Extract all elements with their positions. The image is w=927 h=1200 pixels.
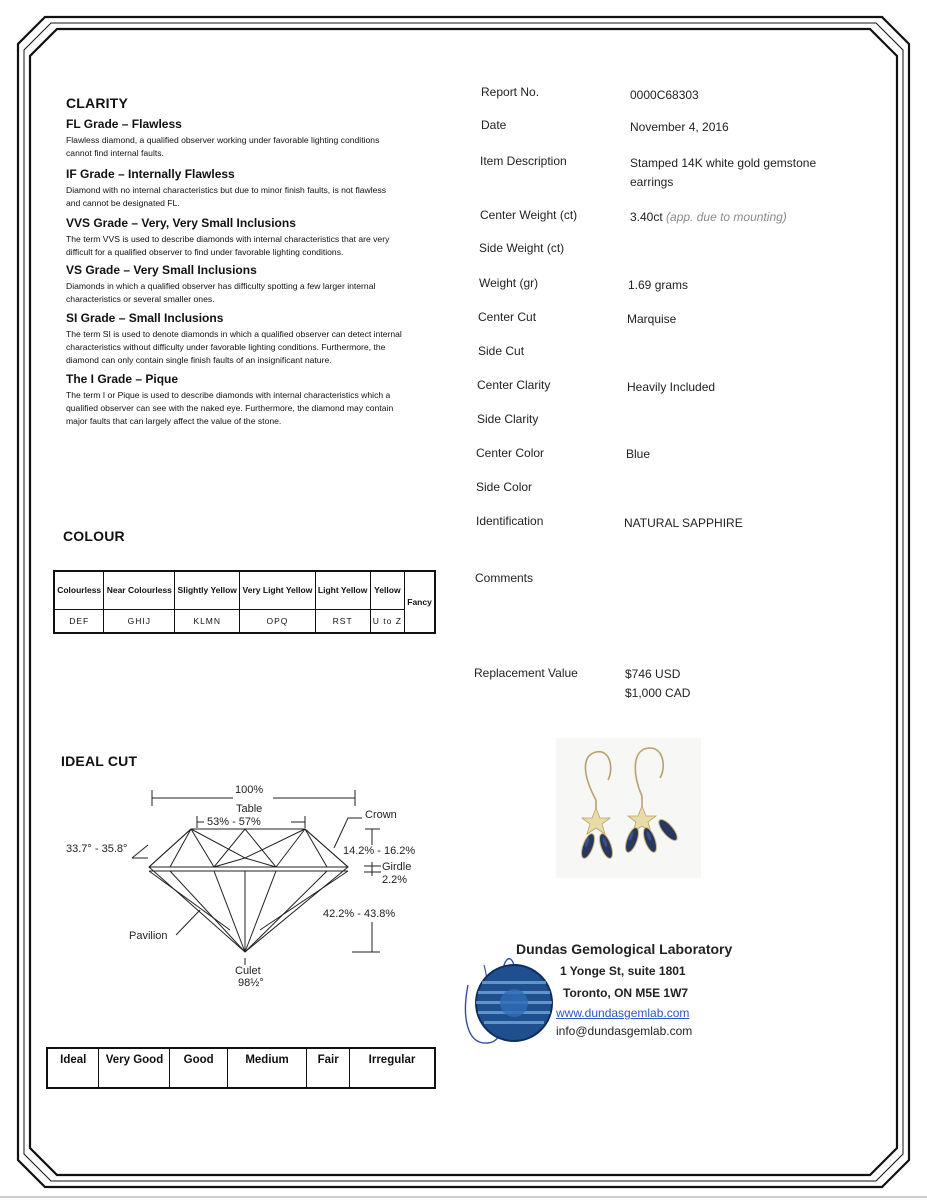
field-label-center-cut: Center Cut <box>478 310 537 324</box>
field-value-center-cut: Marquise <box>627 312 677 326</box>
cut-grade: Irregular <box>350 1048 436 1088</box>
clarity-heading: CLARITY <box>66 95 129 111</box>
field-value-weight: 1.69 grams <box>628 278 689 292</box>
field-label-weight: Weight (gr) <box>479 276 539 290</box>
crown-angle: 33.7° - 35.8° <box>66 843 128 855</box>
lab-name: Dundas Gemological Laboratory <box>516 941 733 957</box>
colour-col-label: Fancy <box>405 571 435 633</box>
colour-col-label: Very Light Yellow <box>240 571 315 610</box>
field-value-identification: NATURAL SAPPHIRE <box>624 516 743 530</box>
cut-grade: Fair <box>307 1048 350 1088</box>
colour-col-label: Yellow <box>370 571 404 610</box>
lab-email: info@dundasgemlab.com <box>556 1024 693 1038</box>
lab-address-1: 1 Yonge St, suite 1801 <box>560 964 686 978</box>
lab-address-2: Toronto, ON M5E 1W7 <box>563 986 689 1000</box>
grade-desc-line: major faults that can largely affect the value of the stone. <box>66 416 282 426</box>
colour-col-code: KLMN <box>175 610 240 634</box>
grade-desc-line: The term SI is used to denote diamonds in which a qualified observer can detect internal <box>66 329 402 339</box>
field-value-item-description: Stamped 14K white gold gemstone earrings <box>630 156 817 189</box>
grade-desc-line: characteristics without difficulty under favorable lighting conditions. Furthermore, the <box>66 342 386 352</box>
grade-desc-line: The term I or Pique is used to describe diamonds with internal characteristics which a <box>66 390 391 400</box>
earrings-photo <box>556 738 701 878</box>
field-note-center-weight: (app. due to mounting) <box>666 210 787 224</box>
cut-grade: Medium <box>227 1048 306 1088</box>
grade-desc-line: diamond can only contain single finish faults of an insignificant nature. <box>66 355 332 365</box>
colour-col-label: Light Yellow <box>315 571 370 610</box>
pavilion-label: Pavilion <box>129 930 168 942</box>
hologram-seal-and-signature <box>458 945 568 1065</box>
grade-title: IF Grade – Internally Flawless <box>66 167 235 181</box>
crown-height: 14.2% - 16.2% <box>343 845 416 857</box>
colour-col-label: Colourless <box>54 571 104 610</box>
grade-desc-line: Flawless diamond, a qualified observer working under favorable lighting conditions <box>66 135 380 145</box>
colour-col-code: U to Z <box>370 610 404 634</box>
width-label: 100% <box>235 784 264 796</box>
field-value-report-no: 0000C68303 <box>630 88 699 102</box>
grade-title: FL Grade – Flawless <box>66 117 182 131</box>
table-range: 53% - 57% <box>207 816 261 828</box>
field-label-replacement-value: Replacement Value <box>474 666 578 680</box>
field-label-side-weight: Side Weight (ct) <box>479 241 565 255</box>
grade-desc-line: The term VVS is used to describe diamonds with internal characteristics that are very <box>66 234 390 244</box>
field-label-side-color: Side Color <box>476 480 533 494</box>
cut-grade-table <box>46 1047 436 1089</box>
grade-title: SI Grade – Small Inclusions <box>66 311 224 325</box>
ideal-cut-heading: IDEAL CUT <box>61 753 138 769</box>
field-label-side-clarity: Side Clarity <box>477 412 539 426</box>
field-value-replacement-cad: $1,000 CAD <box>625 686 691 700</box>
grade-desc-line: cannot find internal faults. <box>66 148 164 158</box>
cut-grade: Ideal <box>47 1048 99 1088</box>
field-label-item-description: Item Description <box>480 154 567 168</box>
colour-col-code: OPQ <box>240 610 315 634</box>
field-value-center-weight: 3.40ct <box>630 210 663 224</box>
colour-col-code: RST <box>315 610 370 634</box>
lab-website-link[interactable]: www.dundasgemlab.com <box>556 1006 690 1020</box>
field-value-replacement-usd: $746 USD <box>625 667 681 681</box>
field-label-comments: Comments <box>475 571 534 585</box>
grade-desc-line: and cannot be designated FL. <box>66 198 180 208</box>
crown-label: Crown <box>365 809 397 821</box>
grade-title: VVS Grade – Very, Very Small Inclusions <box>66 216 296 230</box>
grade-desc-line: qualified observer can see with the naked eye. Furthermore, the diamond may contain <box>66 403 394 413</box>
field-label-report-no: Report No. <box>481 85 540 99</box>
grade-desc-line: characteristics or several smaller ones. <box>66 294 215 304</box>
table-label: Table <box>236 803 263 815</box>
field-label-center-weight: Center Weight (ct) <box>480 208 578 222</box>
field-label-identification: Identification <box>476 514 544 528</box>
grade-title: VS Grade – Very Small Inclusions <box>66 263 257 277</box>
colour-col-label: Slightly Yellow <box>175 571 240 610</box>
grade-desc-line: Diamond with no internal characteristics but due to minor finish faults, is not flawless <box>66 185 387 195</box>
field-label-center-color: Center Color <box>476 446 545 460</box>
grade-title: The I Grade – Pique <box>66 372 179 386</box>
girdle-label: Girdle <box>382 861 412 873</box>
colour-col-label: Near Colourless <box>104 571 175 610</box>
field-label-side-cut: Side Cut <box>478 344 525 358</box>
girdle-value: 2.2% <box>382 874 408 886</box>
cut-grade: Good <box>170 1048 227 1088</box>
pavilion-depth: 42.2% - 43.8% <box>323 908 396 920</box>
field-value-center-clarity: Heavily Included <box>627 380 716 394</box>
colour-heading: COLOUR <box>63 528 125 544</box>
field-value-date: November 4, 2016 <box>630 120 729 134</box>
field-label-center-clarity: Center Clarity <box>477 378 551 392</box>
colour-col-code: GHIJ <box>104 610 175 634</box>
field-label-date: Date <box>481 118 507 132</box>
grade-desc-line: Diamonds in which a qualified observer has difficulty spotting a few larger internal <box>66 281 376 291</box>
cut-grade: Very Good <box>99 1048 170 1088</box>
culet-label: Culet <box>235 965 261 977</box>
field-value-center-color: Blue <box>626 447 651 461</box>
colour-col-code: DEF <box>54 610 104 634</box>
culet-value: 98½° <box>238 977 264 989</box>
grade-desc-line: difficult for a qualified observer to find under favorable lighting conditions. <box>66 247 344 257</box>
